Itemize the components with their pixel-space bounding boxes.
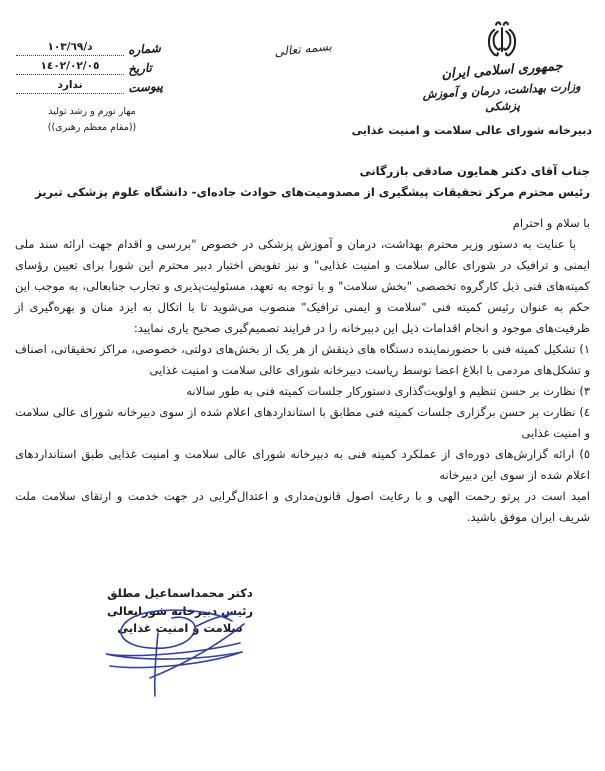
closing-paragraph: امید است در پرتو رحمت الهی و با رعایت اصول قانون‌مداری و اعتدال‌گرایی در جهت خدمت و ارتقای سلامت ملت شریف ایران موفق باشید.	[15, 489, 590, 524]
list-item-4: ٤) نظارت بر حسن برگزاری جلسات کمیته فنی مطابق با استانداردهای اعلام شده از سوی دبیرخانه شورای عالی سلامت و امنیت غذایی	[15, 405, 590, 440]
salutation: با سلام و احترام	[512, 216, 590, 230]
secretariat-title: دبیرخانه شورای عالی سلامت و امنیت غذایی	[351, 124, 592, 137]
list-item-1: ١) تشکیل کمیته فنی با حضورنماینده دستگاه های ذینقش از هر یک از بخش‌های دولتی، خصوصی، مراکز تحقیقاتی، اصناف و تشکل‌های مردمی با ابلاغ اعضا توسط ریاست دبیرخانه شورای عالی سلامت و امنیت غذایی	[15, 342, 590, 377]
main-paragraph: با عنایت به دستور وزیر محترم بهداشت، درمان و آموزش پزشکی در خصوص "بررسی و اقدام جهت ارائه سند ملی ایمنی و ترافیک در شورای عالی سلامت و امنیت غذایی" و نیز تفویض اختیار دبیر محترم این شورا برای تعیین رؤسای کمیته‌های فنی ذیل کارگروه تخصصی "بخش سلامت" و با توجه به تعهد، مسئولیت‌پذیری و تجارب جنابعالی، به موجب این حکم به عنوان رئیس کمیته فنی "سلامت و ایمنی ترافیک" منصوب می‌شوید تا با اتکال به ایزد منان و بهره‌گیری از ظرفیت‌های موجود و انجام اقدامات ذیل این دبیرخانه را در فرایند تصمیم‌گیری صحیح یاری نمایید:	[15, 237, 590, 335]
letter-date-row	[16, 59, 168, 75]
date-label: تاریخ	[127, 60, 153, 77]
iran-national-emblem-icon	[485, 20, 519, 60]
year-slogan-text: مهار تورم و رشد تولید	[48, 106, 136, 117]
letter-body	[15, 161, 590, 528]
year-slogan	[16, 104, 168, 136]
attachment-label: پیوست	[127, 78, 164, 96]
letter-attachment-row	[16, 78, 168, 94]
number-value: د/١٠٣/٦٩	[16, 40, 124, 56]
attachment-value: ندارد	[16, 78, 124, 94]
bismillah-calligraphy: بسمه تعالی	[273, 39, 333, 59]
country-name-calligraphy: جمهوری اسلامی ایران	[440, 58, 564, 83]
year-slogan-attribution: ((مقام معظم رهبری))	[47, 122, 137, 133]
list-item-5: ٥) ارائه گزارش‌های دوره‌ای از عملکرد کمیته فنی به دبیرخانه شورای عالی سلامت و امنیت غذایی طبق استانداردهای اعلام شده از سوی این دبیرخانه	[15, 447, 590, 482]
date-value: ١٤٠٢/٠٢/٠٥	[16, 59, 124, 75]
recipient-name: جناب آقای دکتر همایون صادقی بازرگانی	[359, 164, 590, 178]
signatory-title-line1: رئیس دبیرخانه شورایعالی	[106, 603, 254, 618]
letterhead	[351, 20, 592, 137]
letter-number-row	[16, 40, 168, 56]
list-item-3: ٣) نظارت بر حسن تنظیم و اولویت‌گذاری دستورکار جلسات کمیته فنی به طور سالانه	[186, 384, 590, 398]
signatory-block	[95, 585, 265, 638]
signatory-name: دکتر محمداسماعیل مطلق	[107, 586, 253, 600]
letter-meta-block	[16, 40, 168, 136]
recipient-title: رئیس محترم مرکز تحقیقات پیشگیری از مصدومیت‌های حوادث جاده‌ای- دانشگاه علوم پزشکی تبریز	[35, 185, 590, 199]
ministry-name-calligraphy: وزارت بهداشت، درمان و آموزش پزشکی	[422, 78, 581, 114]
number-label: شماره	[127, 40, 162, 58]
signatory-title-line2: سلامت و امنیت غذایی	[117, 621, 243, 635]
